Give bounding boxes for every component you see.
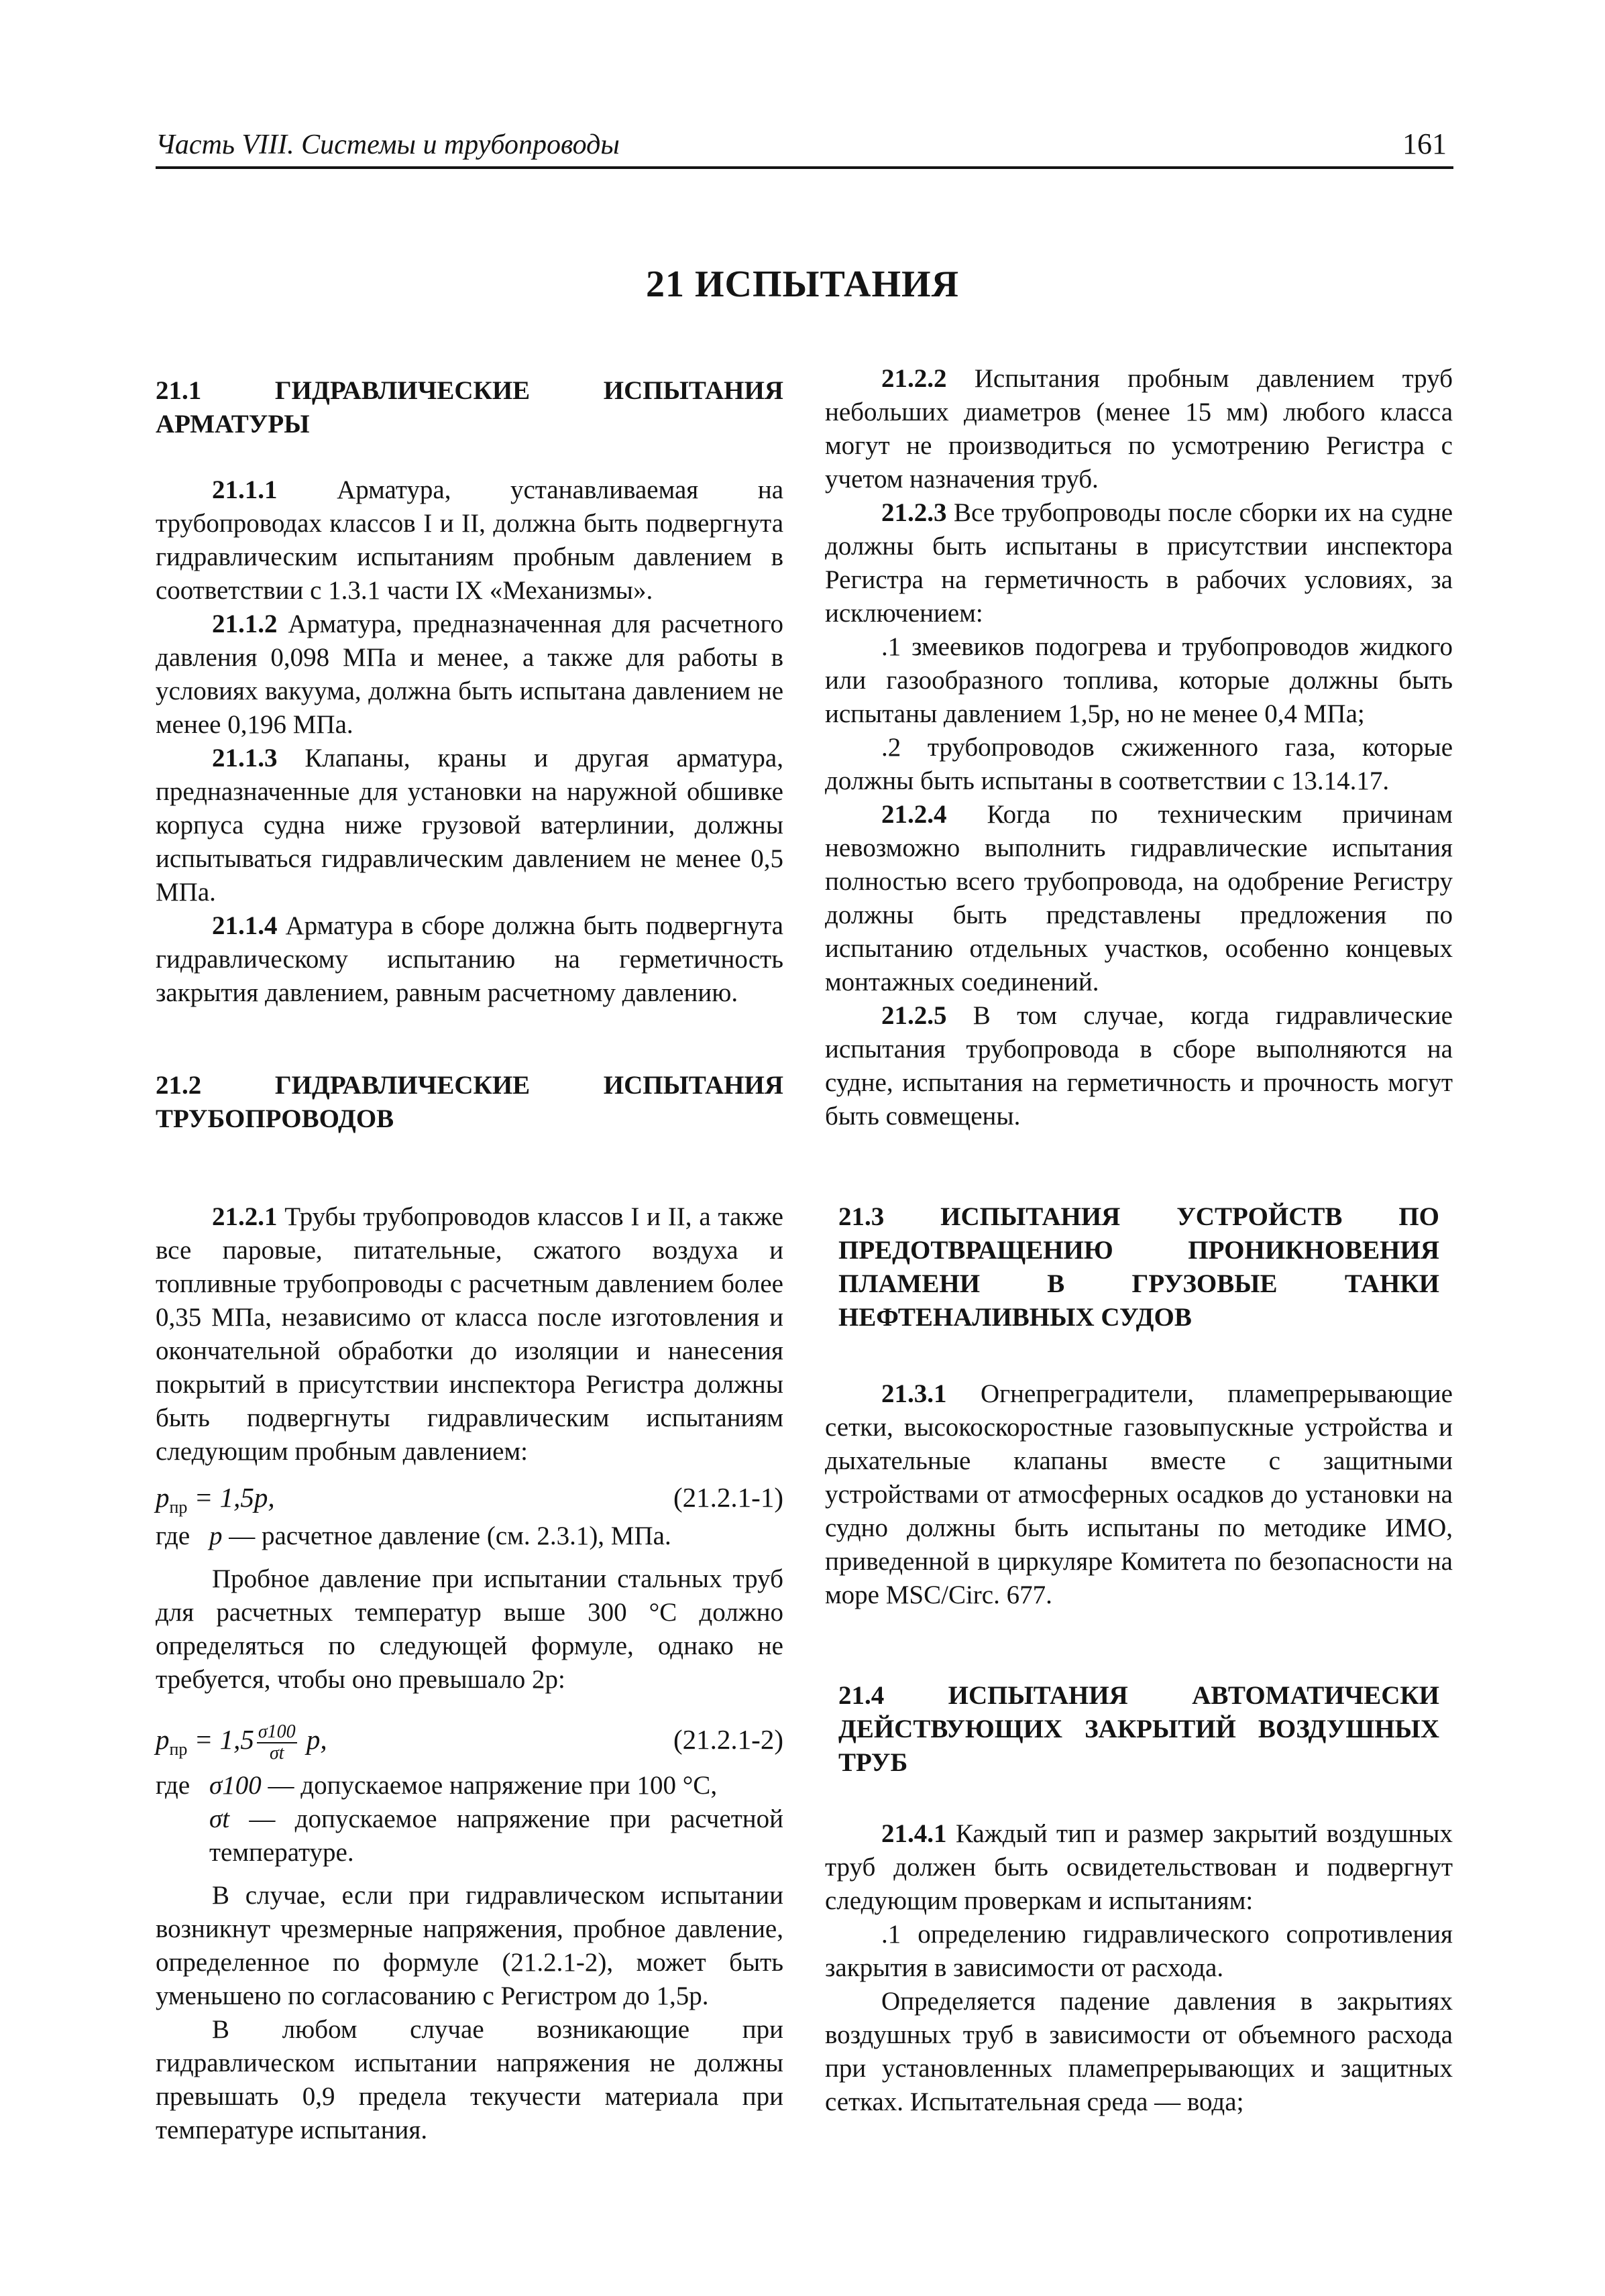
clause-number: 21.1.2 [212,610,278,638]
paragraph-21-1-4: 21.1.4 Арматура в сборе должна быть подвергнута гидравлическому испытанию на герметичность закрытия давлением, равным расчетному давлению. [156,911,783,1007]
list-item: .1 змеевиков подогрева и трубопроводов жидкого или газообразного топлива, которые должны быть испытаны давлением 1,5p, но не менее 0,4 МПа; [825,632,1453,728]
section-heading-21-2: 21.2 ГИДРАВЛИЧЕСКИЕ ИСПЫТАНИЯ ТРУБОПРОВОДОВ [156,1071,783,1133]
formula-legend: σt — допускаемое напряжение при расчетной температуре. [209,1804,783,1867]
paragraph-21-4-1: 21.4.1 Каждый тип и размер закрытий воздушных труб должен быть освидетельствован и подвергнут следующим проверкам и испытаниям: [825,1819,1453,1915]
paragraph-21-1-2: 21.1.2 Арматура, предназначенная для расчетного давления 0,098 МПа и менее, а также для работы в условиях вакуума, должна быть испытана давлением не менее 0,196 МПа. [156,610,783,739]
left-column [156,362,783,2147]
page-number: 161 [1402,127,1447,160]
paragraph-21-2-4: 21.2.4 Когда по техническим причинам невозможно выполнить гидравлические испытания полностью всего трубопровода, на одобрение Регистру должны быть представлены предложения по испытанию отдельных участков, особенно концевых монтажных соединений. [825,800,1453,996]
paragraph-21-1-3: 21.1.3 Клапаны, краны и другая арматура, предназначенные для установки на наружной обшивке корпуса судна ниже грузовой ватерлинии, должны испытываться гидравлическим давлением не менее 0,5 МПа. [156,744,783,907]
formula-number: (21.2.1-2) [673,1724,783,1755]
clause-number: 21.2.4 [881,800,947,829]
paragraph-21-1-1: 21.1.1 Арматура, устанавливаемая на трубопроводах классов I и II, должна быть подвергнута гидравлическим испытаниям пробным давлением в соответствии с 1.3.1 части IX «Механизмы». [156,475,783,605]
clause-number: 21.2.1 [212,1202,278,1231]
paragraph-text: В случае, если при гидравлическом испытании возникнут чрезмерные напряжения, пробное давление, определенное по формуле (21.2.1-2), может быть уменьшено по согласованию с Регистром до 1,5p. [156,1881,783,2010]
paragraph-21-2-3: 21.2.3 Все трубопроводы после сборки их на судне должны быть испытаны в присутствии инспектора Регистра на герметичность в рабочих условиях, за исключением: [825,498,1453,628]
clause-number: 21.1.3 [212,744,278,772]
formula-legend: где σ100 — допускаемое напряжение при 100 °С, [156,1771,718,1800]
chapter-title: 21 ИСПЫТАНИЯ [645,264,960,305]
right-column [825,362,1453,2119]
clause-number: 21.2.3 [881,498,947,527]
clause-number: 21.4.1 [881,1819,947,1848]
formula-21-2-1-1: $p_{пр} = 1,5p$, (21.2.1-1) [156,1478,783,1517]
running-header [156,125,1453,169]
paragraph-21-2-1: 21.2.1 Трубы трубопроводов классов I и II, а также все паровые, питательные, сжатого воздуха и топливные трубопроводы с расчетным давлением более 0,35 МПа, независимо от класса после изготовления и окончательной обработки до изоляции и нанесения покрытий в присутствии инспектора Регистра должны быть подвергнуты гидравлическим испытаниям следующим пробным давлением: [156,1202,783,1466]
clause-number: 21.3.1 [881,1379,947,1408]
clause-number: 21.1.1 [212,475,278,504]
fraction: $\frac{\sigma 100}{\sigma t}$ [258,1721,296,1764]
clause-number: 21.2.5 [881,1001,947,1030]
list-item: .2 трубопроводов сжиженного газа, которые должны быть испытаны в соответствии с 13.14.17. [825,733,1453,795]
clause-number: 21.2.2 [881,364,947,393]
paragraph-21-2-2: 21.2.2 Испытания пробным давлением труб небольших диаметров (менее 15 мм) любого класса могут не производиться по усмотрению Регистра с учетом назначения труб. [825,364,1453,494]
paragraph-text: В любом случае возникающие при гидравлическом испытании напряжения не должны превышать 0,9 предела текучести материала при температуре испытания. [156,2015,783,2144]
formula-legend: где p — расчетное давление (см. 2.3.1), МПа. [156,1522,671,1550]
paragraph-21-2-5: 21.2.5 В том случае, когда гидравлические испытания трубопровода в сборе выполняются на судне, испытания на герметичность и прочность могут быть совмещены. [825,1001,1453,1131]
paragraph-text: Пробное давление при испытании стальных труб для расчетных температур выше 300 °С должно определяться по следующей формуле, однако не требуется, чтобы оно превышало 2p: [156,1564,783,1694]
section-heading-21-3: 21.3 ИСПЫТАНИЯ УСТРОЙСТВ ПО ПРЕДОТВРАЩЕНИЮ ПРОНИКНОВЕНИЯ ПЛАМЕНИ В ГРУЗОВЫЕ ТАНКИ НЕФТЕНАЛИВНЫХ СУДОВ [838,1202,1439,1332]
formula-21-2-1-2: $p_{пр} = 1,5$ $\frac{\sigma 100}{\sigma t}$ p, (21.2.1-2) [156,1713,783,1766]
running-header-title: Часть VIII. Системы и трубопроводы [156,129,620,160]
paragraph-text: Определяется падение давления в закрытиях воздушных труб в зависимости от объемного расхода при установленных пламепрерывающих и защитных сетках. Испытательная среда — вода; [825,1987,1453,2116]
list-item: .1 определению гидравлического сопротивления закрытия в зависимости от расхода. [825,1920,1453,1982]
section-heading-21-4: 21.4 ИСПЫТАНИЯ АВТОМАТИЧЕСКИ ДЕЙСТВУЮЩИХ ЗАКРЫТИЙ ВОЗДУШНЫХ ТРУБ [838,1681,1439,1777]
clause-number: 21.1.4 [212,911,278,940]
formula-number: (21.2.1-1) [673,1482,783,1513]
section-heading-21-1: 21.1 ГИДРАВЛИЧЕСКИЕ ИСПЫТАНИЯ АРМАТУРЫ [156,376,783,439]
paragraph-21-3-1: 21.3.1 Огнепреградители, пламепрерывающие сетки, высокоскоростные газовыпускные устройства и дыхательные клапаны вместе с защитными устройствами от атмосферных осадков до установки на судно должны быть испытаны по методике ИМО, приведенной в циркуляре Комитета по безопасности на море MSC/Circ. 677. [825,1379,1453,1609]
